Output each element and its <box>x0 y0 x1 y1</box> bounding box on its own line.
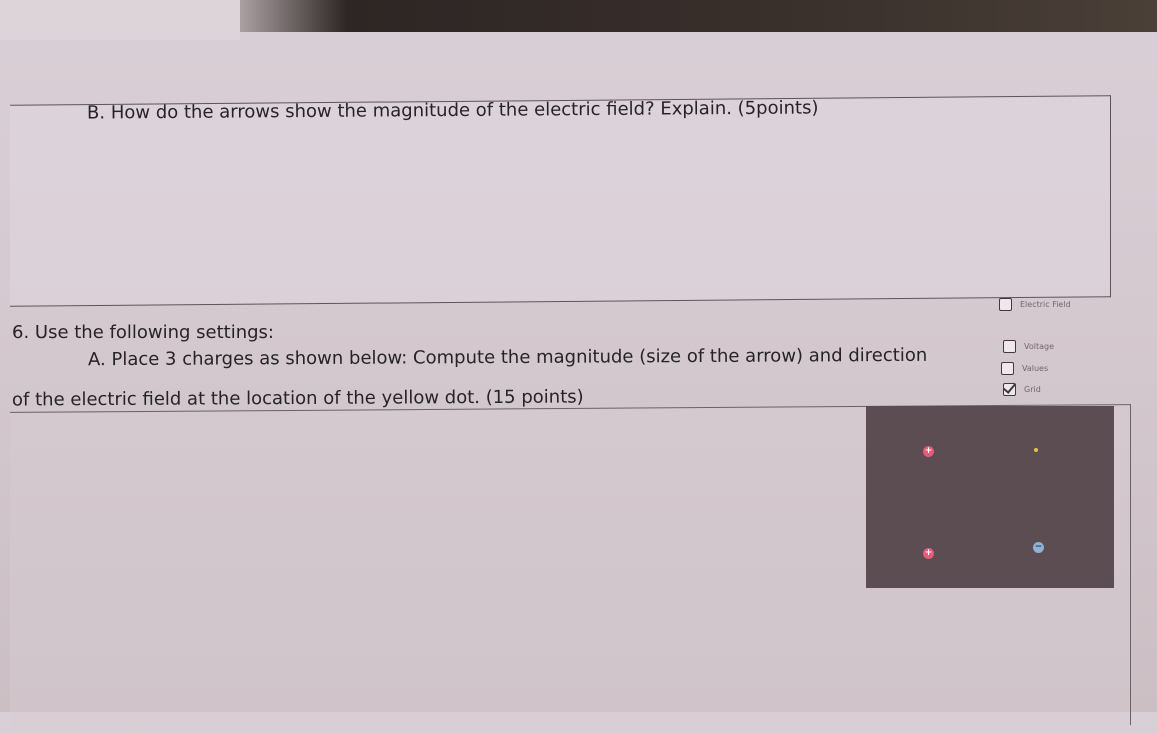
setting-voltage[interactable] <box>1003 340 1054 353</box>
question-6a-line1: A. Place 3 charges as shown below: Compute the magnitude (size of the arrow) and direction <box>87 344 928 371</box>
question-6-heading: 6. Use the following settings: <box>12 322 274 343</box>
setting-grid[interactable] <box>1003 383 1041 396</box>
setting-electric-field[interactable] <box>999 298 1071 311</box>
electric-field-label: Electric Field <box>1020 300 1071 309</box>
setting-values[interactable] <box>1001 362 1048 375</box>
paper-corner <box>0 0 240 40</box>
question-b-text: B. How do the arrows show the magnitude of the electric field? Explain. (5points) <box>86 97 819 124</box>
values-label: Values <box>1022 364 1049 373</box>
answer-box-b[interactable] <box>10 95 1111 307</box>
negative-charge[interactable]: − <box>1034 542 1043 552</box>
question-6a-line2: of the electric field at the location of the yellow dot. (15 points) <box>11 386 584 411</box>
values-checkbox[interactable] <box>1001 362 1014 375</box>
positive-charge-top[interactable]: + <box>924 446 933 456</box>
grid-checkbox[interactable] <box>1003 383 1016 396</box>
voltage-label: Voltage <box>1024 342 1055 351</box>
positive-charge-bottom[interactable]: + <box>924 548 933 558</box>
grid-label: Grid <box>1024 385 1041 394</box>
voltage-checkbox[interactable] <box>1003 340 1016 353</box>
charge-simulation-area[interactable] <box>866 406 1114 588</box>
electric-field-checkbox[interactable] <box>999 298 1012 311</box>
settings-panel <box>995 290 1110 400</box>
yellow-target-dot[interactable] <box>1034 448 1038 452</box>
